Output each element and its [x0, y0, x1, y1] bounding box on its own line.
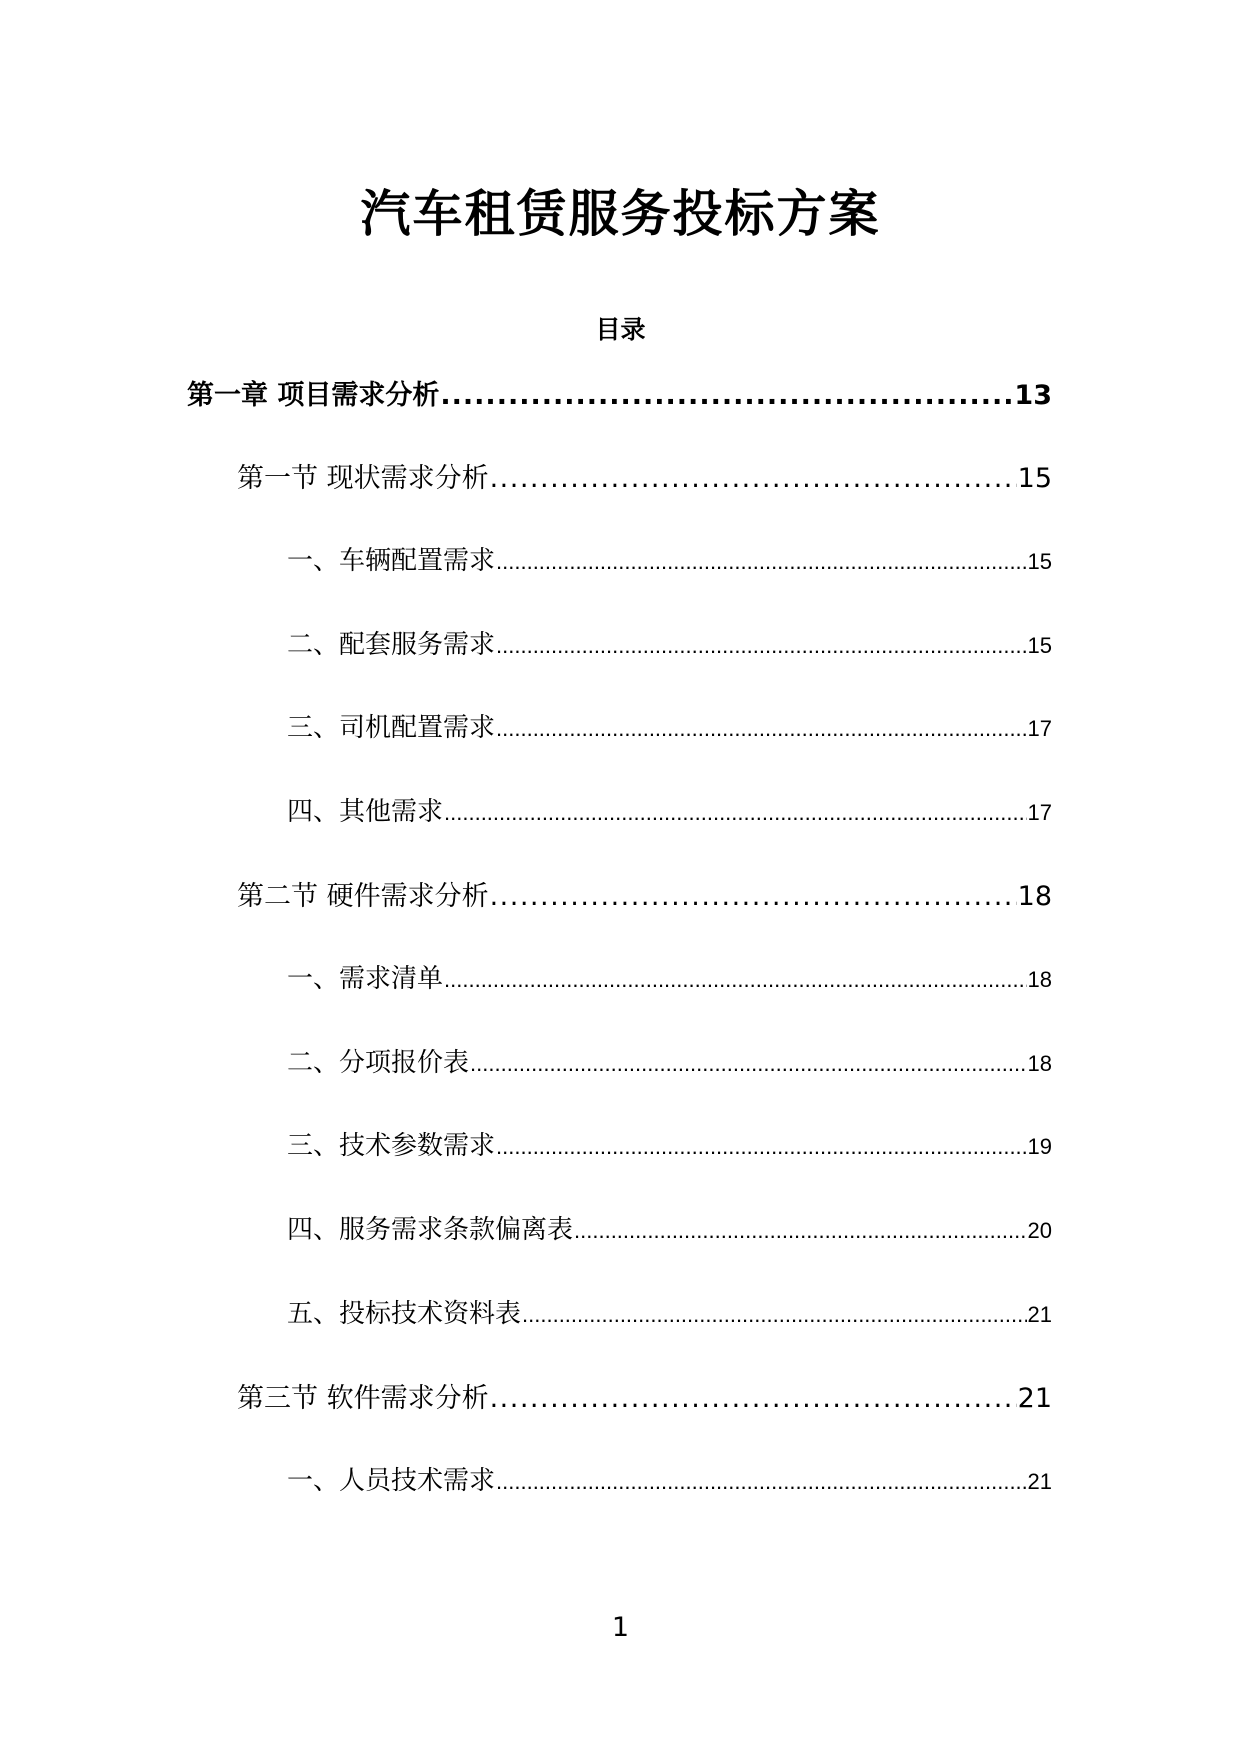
toc-entry-page: 15: [1027, 549, 1052, 574]
toc-entry-label: 第一章 项目需求分析: [187, 380, 440, 411]
toc-entry-page: 20: [1027, 1218, 1052, 1243]
toc-entry-item[interactable]: [287, 707, 1052, 747]
toc-entry-page: 21: [1027, 1302, 1052, 1327]
toc-entry-chapter-1[interactable]: [187, 373, 1052, 413]
toc-dot-leader: [444, 967, 1027, 993]
toc-dot-leader: [496, 633, 1027, 659]
toc-dot-leader: [440, 380, 1013, 411]
toc-entry-label: 第三节 软件需求分析: [237, 1383, 489, 1414]
toc-entry-item[interactable]: [287, 1460, 1052, 1500]
toc-entry-item[interactable]: [287, 1125, 1052, 1165]
toc-dot-leader: [490, 463, 1017, 494]
document-title: 汽车租赁服务投标方案: [360, 185, 881, 243]
toc-dot-leader: [522, 1302, 1027, 1328]
toc-entry-item[interactable]: [287, 791, 1052, 831]
toc-entry-item[interactable]: [287, 1042, 1052, 1082]
toc-entry-page: 18: [1017, 881, 1052, 912]
page-number: 1: [611, 1612, 630, 1643]
toc-dot-leader: [490, 1383, 1017, 1414]
toc-entry-item[interactable]: [287, 540, 1052, 580]
toc-entry-label: 二、分项报价表: [287, 1048, 470, 1078]
toc-dot-leader: [496, 1469, 1027, 1495]
toc-entry-page: 19: [1027, 1134, 1052, 1159]
toc-dot-leader: [444, 800, 1027, 826]
toc-entry-section-2[interactable]: [237, 874, 1052, 914]
toc-entry-label: 四、服务需求条款偏离表: [287, 1215, 574, 1245]
toc-heading: 目录: [595, 315, 646, 344]
toc-entry-page: 17: [1027, 716, 1052, 741]
toc-entry-label: 一、车辆配置需求: [287, 546, 496, 576]
toc-dot-leader: [496, 716, 1027, 742]
toc-entry-item[interactable]: [287, 1209, 1052, 1249]
toc-entry-item[interactable]: [287, 1293, 1052, 1333]
toc-entry-page: 18: [1027, 967, 1052, 992]
toc-entry-page: 21: [1027, 1469, 1052, 1494]
toc-entry-label: 第二节 硬件需求分析: [237, 881, 489, 912]
toc-entry-label: 第一节 现状需求分析: [237, 463, 489, 494]
toc-entry-page: 15: [1027, 633, 1052, 658]
toc-entry-label: 四、其他需求: [287, 797, 444, 827]
toc-entry-section-3[interactable]: [237, 1376, 1052, 1416]
toc-dot-leader: [490, 881, 1017, 912]
toc-entry-page: 17: [1027, 800, 1052, 825]
toc-dot-leader: [470, 1051, 1027, 1077]
toc-entry-item[interactable]: [287, 958, 1052, 998]
toc-entry-page: 15: [1017, 463, 1052, 494]
toc-entry-page: 18: [1027, 1051, 1052, 1076]
toc-entry-label: 一、人员技术需求: [287, 1466, 496, 1496]
toc-dot-leader: [496, 1134, 1027, 1160]
toc-entry-item[interactable]: [287, 624, 1052, 664]
toc-entry-label: 二、配套服务需求: [287, 630, 496, 660]
toc-entry-label: 五、投标技术资料表: [287, 1299, 522, 1329]
toc-entry-label: 三、司机配置需求: [287, 713, 496, 743]
toc-entry-page: 13: [1014, 380, 1052, 411]
toc-entry-section-1[interactable]: [237, 456, 1052, 496]
toc-entry-label: 一、需求清单: [287, 964, 444, 994]
toc-entry-label: 三、技术参数需求: [287, 1131, 496, 1161]
toc-dot-leader: [574, 1218, 1027, 1244]
toc-dot-leader: [496, 549, 1027, 575]
toc-entry-page: 21: [1017, 1383, 1052, 1414]
